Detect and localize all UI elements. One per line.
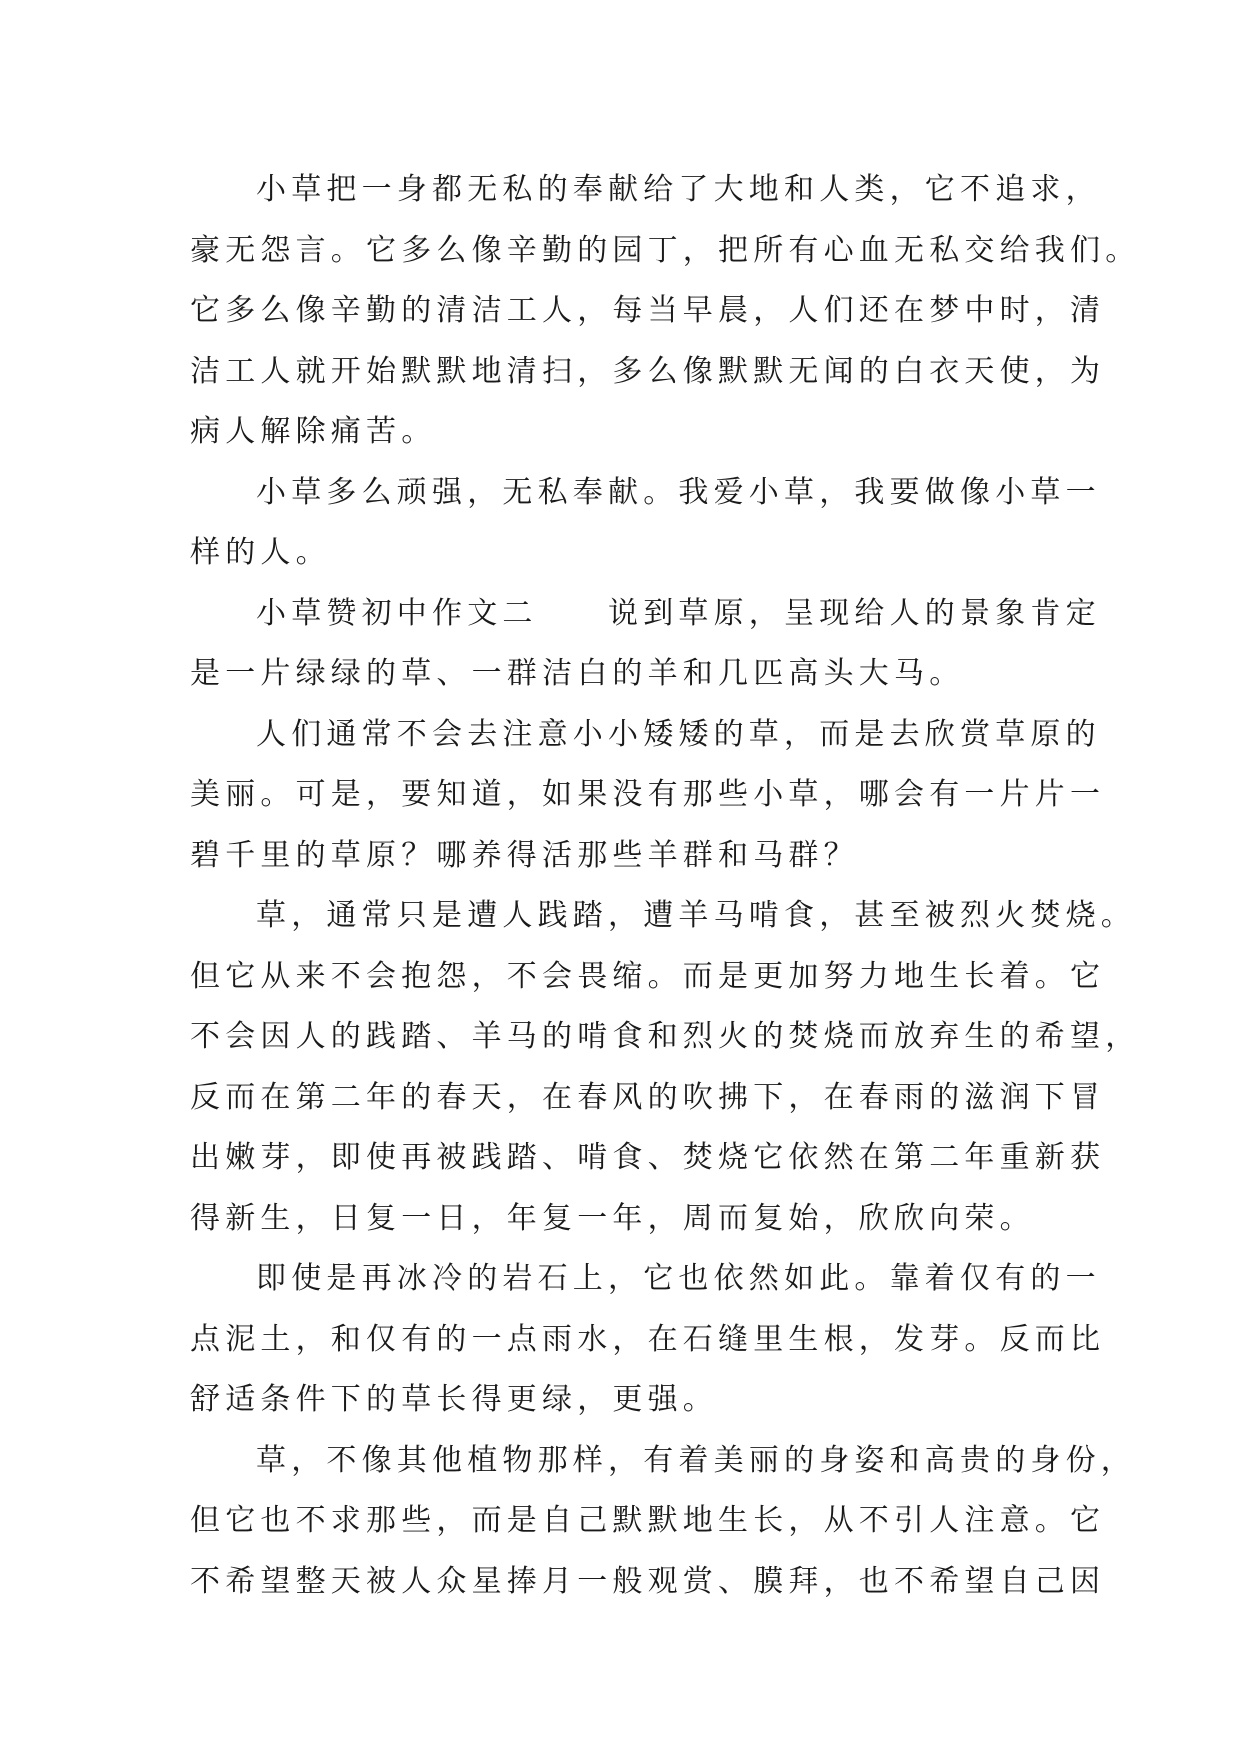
text-line: 病人解除痛苦。 (190, 414, 437, 449)
text-line: 豪无怨言。它多么像辛勤的园丁，把所有心血无私交给我们。 (190, 232, 1141, 268)
text-line: 它多么像辛勤的清洁工人，每当早晨，人们还在梦中时，清 (190, 293, 1106, 328)
document-page (190, 160, 1141, 1612)
text-line: 人们通常不会去注意小小矮矮的草，而是去欣赏草原的 (256, 716, 1101, 752)
text-line: 是一片绿绿的草、一群洁白的羊和几匹高头大马。 (190, 656, 965, 691)
text-line: 舒适条件下的草长得更绿，更强。 (190, 1382, 718, 1417)
text-line: 不希望整天被人众星捧月一般观赏、膜拜，也不希望自己因 (190, 1563, 1106, 1599)
text-line: 草，不像其他植物那样，有着美丽的身姿和高贵的身份， (256, 1442, 1136, 1478)
text-line: 反而在第二年的春天，在春风的吹拂下，在春雨的滋润下冒 (190, 1079, 1106, 1115)
text-line: 即使是再冰冷的岩石上，它也依然如此。靠着仅有的一 (256, 1261, 1101, 1296)
text-line: 小草赞初中作文二 说到草原，呈现给人的景象肯定 (256, 595, 1101, 631)
text-line: 样的人。 (190, 535, 331, 570)
text-line: 出嫩芽，即使再被践踏、啃食、焚烧它依然在第二年重新获 (190, 1140, 1106, 1175)
text-line: 碧千里的草原？哪养得活那些羊群和马群？ (190, 837, 859, 873)
text-line: 不会因人的践踏、羊马的啃食和烈火的焚烧而放弃生的希望， (190, 1019, 1141, 1054)
text-line: 美丽。可是，要知道，如果没有那些小草，哪会有一片片一 (190, 777, 1106, 812)
text-line: 草，通常只是遭人践踏，遭羊马啃食，甚至被烈火焚烧。 (256, 898, 1136, 933)
text-line: 小草把一身都无私的奉献给了大地和人类，它不追求， (256, 172, 1101, 207)
text-line: 小草多么顽强，无私奉献。我爱小草，我要做像小草一 (256, 474, 1101, 510)
text-line: 点泥土，和仅有的一点雨水，在石缝里生根，发芽。反而比 (190, 1321, 1106, 1357)
text-line: 但它从来不会抱怨，不会畏缩。而是更加努力地生长着。它 (190, 958, 1106, 994)
text-line: 得新生，日复一日，年复一年，周而复始，欣欣向荣。 (190, 1200, 1035, 1236)
text-line: 但它也不求那些，而是自己默默地生长，从不引人注意。它 (190, 1503, 1106, 1538)
text-line: 洁工人就开始默默地清扫，多么像默默无闻的白衣天使，为 (190, 353, 1106, 389)
